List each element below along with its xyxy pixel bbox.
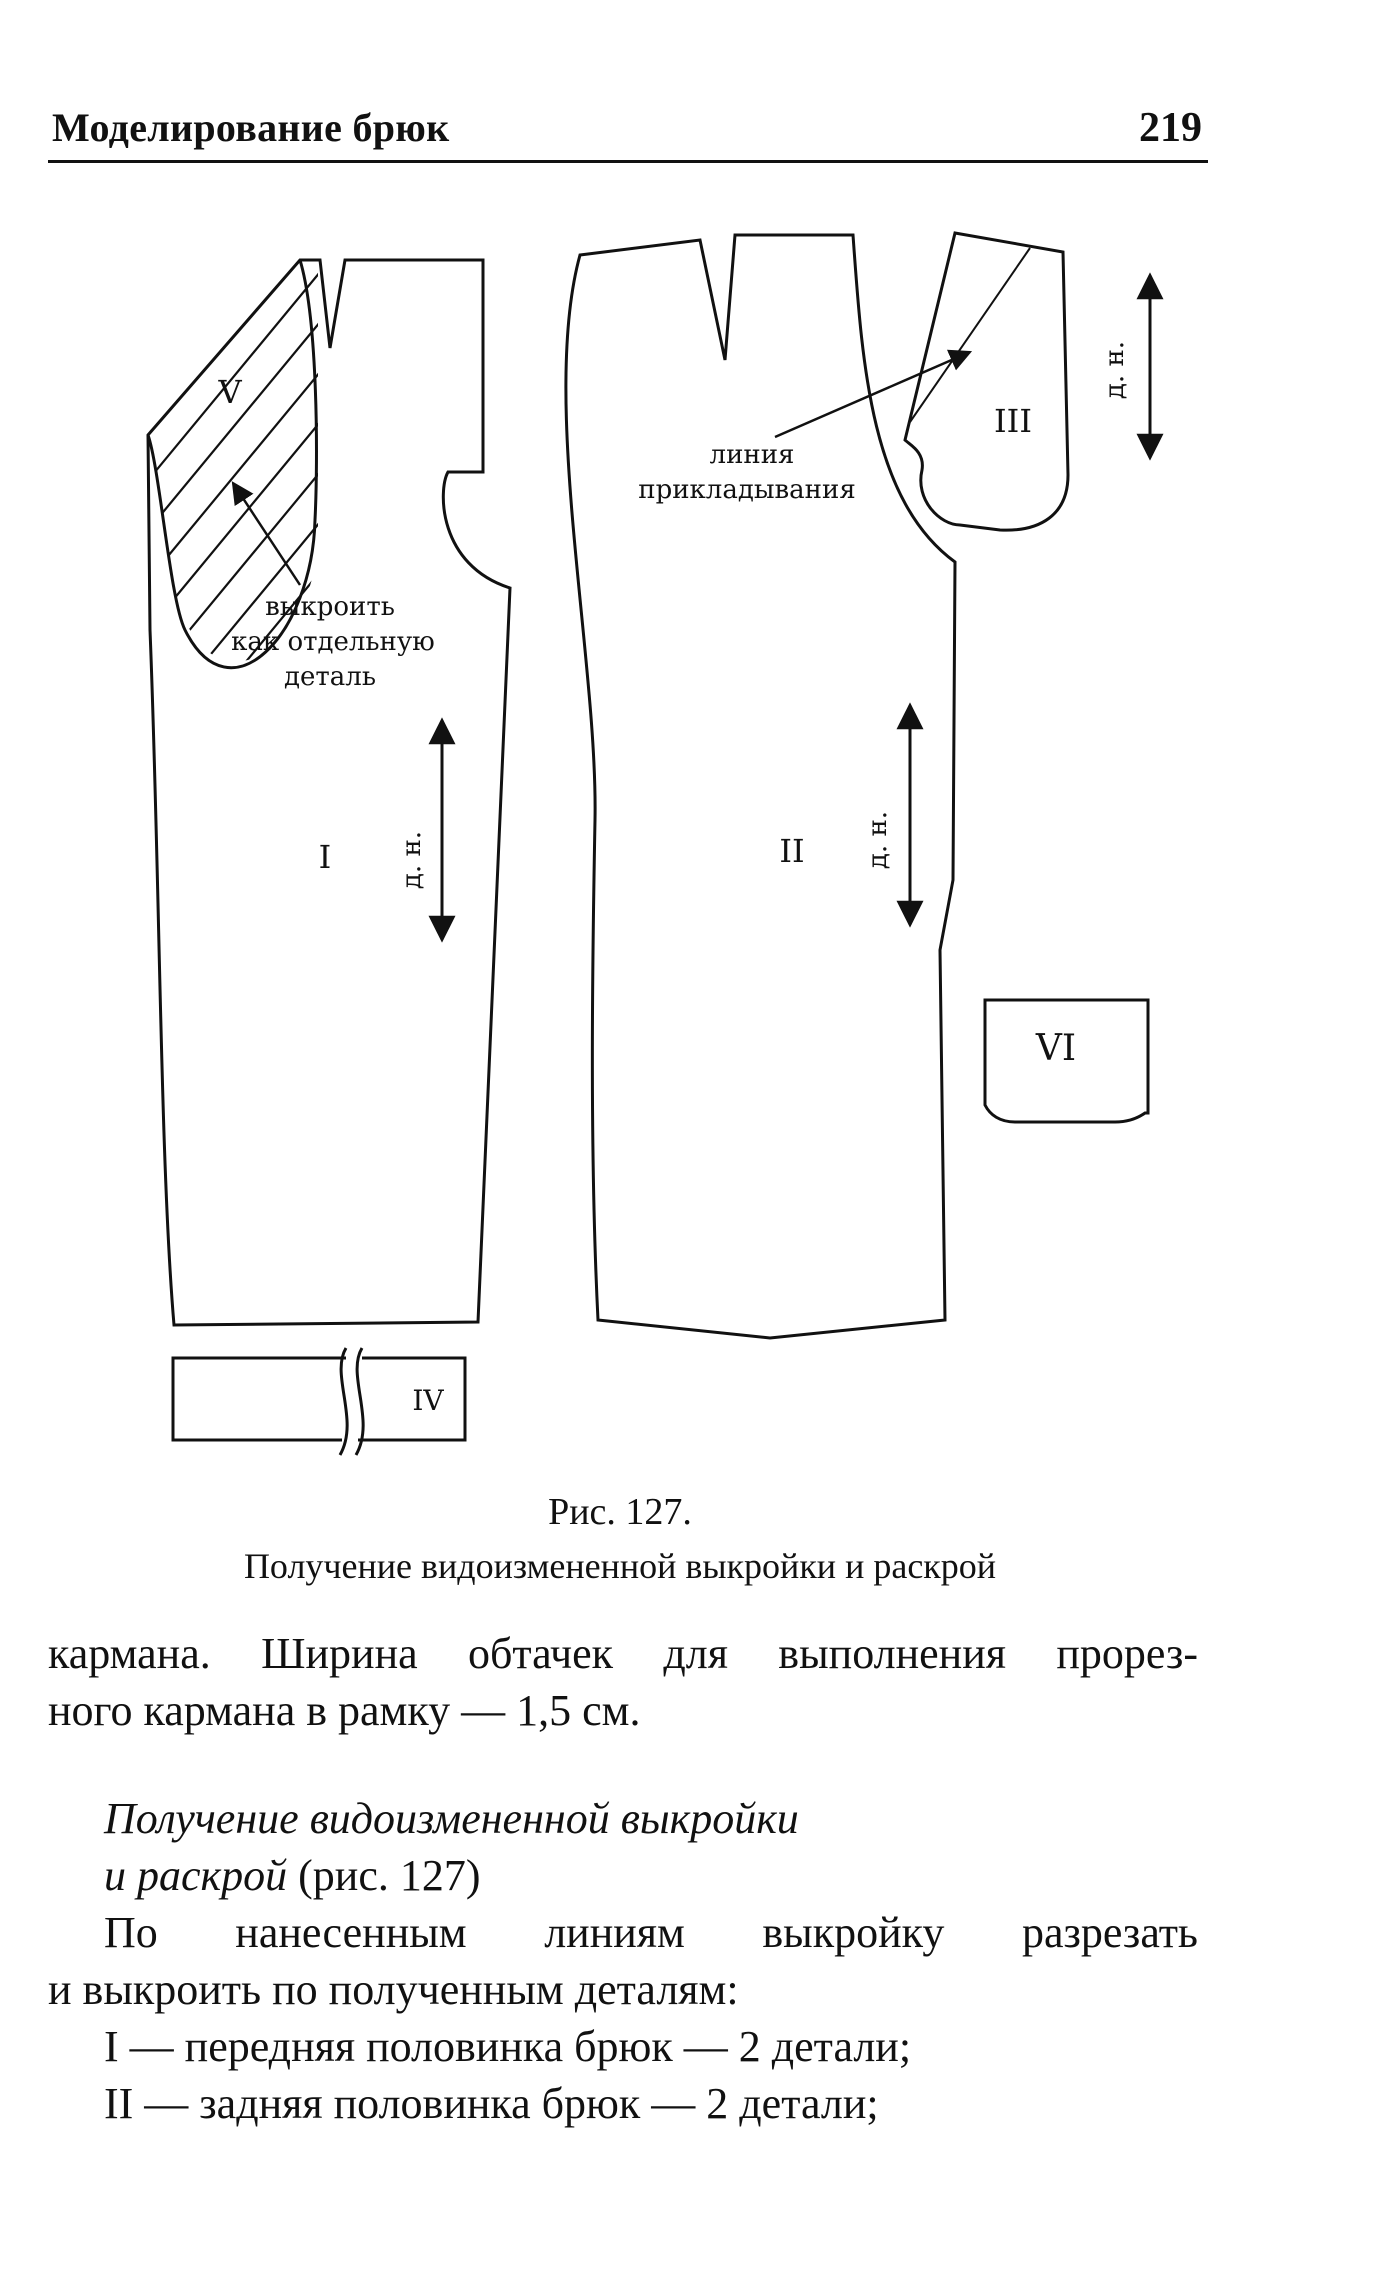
paragraph-line: По нанесенным линиям выкройку разрезать [104,1908,1198,1957]
piece-front-half [148,260,510,1325]
piece-v-hatched [140,260,330,840]
piece-iii [905,233,1068,530]
annotation-cut-line3: деталь [284,662,376,692]
label-iv: IV [412,1384,444,1417]
paragraph-line: кармана. Ширина обтачек для выполнения прорез- [48,1629,1198,1678]
section-pattern-cutting [48,1790,1198,2132]
annotation-line-line2: прикладывания [638,475,856,505]
label-v: V [218,373,242,411]
section-heading-line2 [48,1847,1198,1904]
grain-label-iii: д. н. [1100,340,1130,400]
pattern-figure [0,160,1373,1500]
piece-back-half [566,235,955,1338]
section-heading: Получение видоизмененной выкройки [104,1794,799,1843]
label-i: I [318,838,332,876]
list-item: I — передняя половинка брюк — 2 детали; [104,2022,912,2071]
paragraph-line: и выкроить по полученным деталям: [48,1965,739,2014]
page-number: 219 [1139,105,1202,151]
figure-number: Рис. 127. [548,1491,692,1533]
figure-reference: (рис. 127) [287,1851,481,1900]
label-ii: II [779,832,805,870]
list-item: II — задняя половинка брюк — 2 детали; [104,2079,879,2128]
paragraph-pocket [48,1625,1198,1739]
label-iii: III [994,402,1032,440]
figure-caption: Получение видоизмененной выкройки и раскрой [243,1546,997,1586]
annotation-cut-line1: выкроить [265,592,395,622]
grain-label-front: д. н. [397,830,427,890]
annotation-cut-line2: как отдельную [231,627,435,657]
annotation-line-line1: линия [709,440,795,470]
paragraph-line: ного кармана в рамку — 1,5 см. [48,1686,641,1735]
header-title: Моделирование брюк [52,105,450,150]
heading-italic-part: и раскрой [104,1851,288,1900]
grain-label-back: д. н. [863,810,893,870]
running-header [48,98,1208,163]
label-vi: VI [1035,1028,1077,1069]
